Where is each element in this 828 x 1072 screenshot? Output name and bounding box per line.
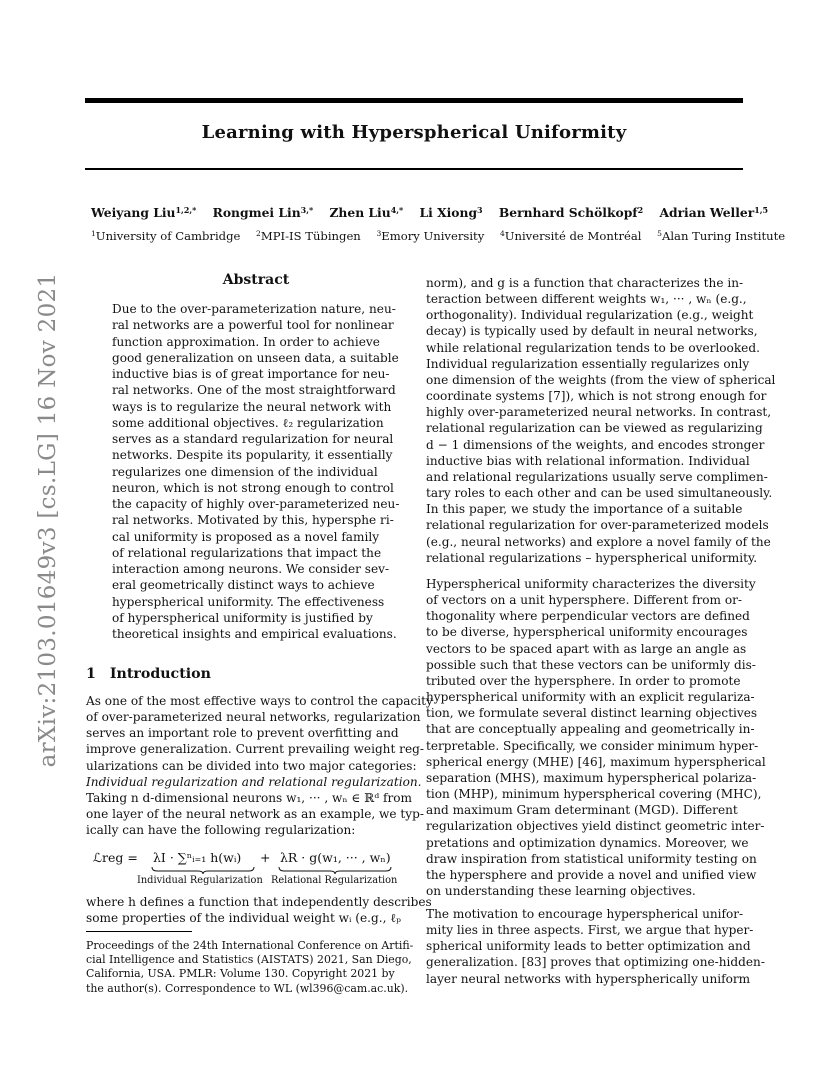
text-line: possible such that these vectors can be uniformly dis- [426,657,756,672]
text-line: inductive bias is of great importance for neu- [112,367,390,381]
text-line: interaction among neurons. We consider sev- [112,562,390,576]
underbrace-individual [151,866,255,875]
text-line: the capacity of highly over-parameterized neu- [112,497,400,511]
text-line: relational regularization for over-parameterized models [426,518,769,533]
author-name: Weiyang Liu$^{1,2,*}$ [91,205,197,220]
text-line: vectors to be spaced apart with as large an angle as [426,641,747,656]
text-line: the hypersphere and provide a novel and unified view [426,867,757,882]
text-line: tary roles to each other and can be used simultaneously. [426,486,773,501]
text-line: pretations and optimization dynamics. Moreover, we [426,835,749,850]
text-line: that are conceptually appealing and geometrically in- [426,722,755,737]
text-line: Proceedings of the 24th International Conference on Artifi- [86,939,414,952]
text-line: ways is to regularize the neural network with [112,399,392,414]
text-line: spherical energy (MHE) [46], maximum hyperspherical [426,754,766,769]
text-line: relational regularizations – hyperspherical uniformity. [426,550,758,565]
text-line: d − 1 dimensions of the weights, and encodes stronger [426,437,765,452]
title-top-rule [85,98,743,103]
text-line: and relational regularizations usually serve complimen- [426,469,768,484]
text-line: highly over-parameterized neural networks. In contrast, [426,405,772,420]
text-line: generalization. [83] proves that optimizing one-hidden- [426,955,765,970]
text-line: cal uniformity is proposed as a novel family [112,529,380,544]
text-line: tion, we formulate several distinct learning objectives [426,706,758,721]
equation-caption-relational: Relational Regularization [271,875,398,886]
text-line: where h defines a function that independently describes [86,895,432,909]
affiliation: $^2$MPI-IS Tübingen [256,229,361,243]
text-line: norm), and g is a function that characterizes the in- [426,276,744,290]
affiliation: $^4$Université de Montréal [499,229,642,243]
text-line: theoretical insights and empirical evaluations. [112,627,397,641]
text-line: networks. Despite its popularity, it essentially [112,448,393,463]
text-line: thogonality where perpendicular vectors are defined [426,609,750,624]
right-paragraph-1 [426,275,776,566]
text-line: ral networks are a powerful tool for nonlinear [112,318,394,333]
text-line: Taking n d-dimensional neurons w₁, ··· , wₙ ∈ ℝᵈ from [86,790,413,805]
author-name: Adrian Weller$^{1,5}$ [659,205,769,220]
author-name: Li Xiong$^3$ [419,205,483,220]
text-line: ularizations can be divided into two major categories: [86,758,417,773]
regularization-equation [93,848,403,892]
title-bottom-rule [85,168,743,170]
text-line: ral networks. Motivated by this, hypersphe ri- [112,513,394,528]
text-line: of relational regularizations that impact the [112,545,382,560]
affiliation-list [85,229,786,243]
text-line: Hyperspherical uniformity characterizes the diversity [426,577,756,591]
text-line: relational regularization can be viewed as regularizing [426,421,763,436]
equation-relational-term: λR · g(w₁, ··· , wₙ) [280,850,391,865]
text-line: The motivation to encourage hyperspherical unifor- [426,907,744,921]
text-line: Due to the over-parameterization nature, neu- [112,302,396,316]
text-line: hyperspherical uniformity with an explicit regulariza- [426,690,755,705]
text-line: (e.g., neural networks) and explore a novel family of the [426,534,771,549]
text-line: decay) is typically used by default in neural networks, [426,324,758,339]
equation-plus: + [260,850,271,865]
underbrace-relational [278,866,392,875]
text-line: separation (MHS), maximum hyperspherical polariza- [426,770,757,785]
text-line: to be diverse, hyperspherical uniformity encourages [426,625,748,640]
text-line: ically can have the following regularization: [86,823,356,838]
text-line: regularization objectives yield distinct geometric inter- [426,819,765,834]
text-line: teraction between different weights w₁, ··· , wₙ (e.g., [426,292,747,307]
section-number: 1 [86,666,96,682]
text-line: coordinate systems [7]), which is not strong enough for [426,389,767,404]
text-line: serves an important role to prevent overfitting and [86,726,399,741]
text-line: spherical uniformity leads to better optimization and [426,939,751,954]
arxiv-stamp: arXiv:2103.01649v3 [cs.LG] 16 Nov 2021 [35,272,61,768]
affiliation: $^3$Emory University [376,229,485,243]
equation-individual-term: λI · ∑ⁿᵢ₌₁ h(wᵢ) [153,850,242,865]
text-line: one layer of the neural network as an example, we typ- [86,807,424,822]
intro-paragraph [86,693,433,838]
text-line: Individual regularization essentially regularizes only [426,356,750,371]
text-line: inductive bias with relational information. Individual [426,453,750,468]
text-line: As one of the most effective ways to control the capacity [86,694,433,708]
intro-paragraph-cont [86,894,432,926]
affiliation: $^1$University of Cambridge [91,229,241,243]
right-paragraph-3 [426,906,765,987]
text-line: hyperspherical uniformity. The effectiveness [112,594,385,609]
author-list [85,205,769,220]
text-line: serves as a standard regularization for neural [112,432,394,446]
text-line: one dimension of the weights (from the view of spherical [426,372,776,387]
text-line: orthogonality). Individual regularization (e.g., weight [426,308,754,323]
text-line: tributed over the hypersphere. In order to promote [426,673,741,688]
text-line: draw inspiration from statistical uniformity testing on [426,851,757,866]
text-line: cial Intelligence and Statistics (AISTATS) 2021, San Diego, [86,953,412,967]
text-line: of over-parameterized neural networks, regularization [86,710,421,725]
text-line: some properties of the individual weight wᵢ (e.g., ℓₚ [86,911,401,926]
text-line: eral geometrically distinct ways to achieve [112,578,375,593]
equation-caption-individual: Individual Regularization [137,875,263,886]
text-line: mity lies in three aspects. First, we argue that hyper- [426,923,754,938]
text-line: improve generalization. Current prevailing weight reg- [86,742,424,757]
text-line: on understanding these learning objectives. [426,883,696,898]
text-line: California, USA. PMLR: Volume 130. Copyright 2021 by [86,967,395,981]
text-line: layer neural networks with hyperspherically uniform [426,971,751,986]
text-line: of vectors on a unit hypersphere. Different from or- [426,593,743,608]
section-title: Introduction [109,666,211,682]
text-line: ral networks. One of the most straightforward [112,383,396,398]
text-line: function approximation. In order to achieve [112,334,380,349]
right-paragraph-2 [426,576,766,899]
section-heading [86,666,211,682]
footnote-rule [86,931,192,932]
author-name: Bernhard Schölkopf$^2$ [498,205,644,220]
author-name: Zhen Liu$^{4,*}$ [329,205,404,220]
text-line: some additional objectives. ℓ₂ regularization [112,415,384,430]
abstract-body [112,301,400,642]
text-line: terpretable. Specifically, we consider minimum hyper- [426,738,759,753]
text-line: Individual regularization and relational regularization. [86,774,422,789]
text-line: while relational regularization tends to be overlooked. [426,340,760,355]
author-name: Rongmei Lin$^{3,*}$ [212,205,314,220]
footnote [86,939,414,996]
text-line: good generalization on unseen data, a suitable [112,350,399,365]
text-line: regularizes one dimension of the individual [112,464,378,479]
text-line: the author(s). Correspondence to WL (wl396@cam.ac.uk). [86,981,409,995]
text-line: tion (MHP), minimum hyperspherical covering (MHC), [426,787,762,802]
abstract-heading: Abstract [222,272,290,288]
paper-title: Learning with Hyperspherical Uniformity [201,122,627,143]
text-line: neuron, which is not strong enough to control [112,480,394,495]
text-line: In this paper, we study the importance of a suitable [426,502,743,517]
text-line: and maximum Gram determinant (MGD). Different [426,803,738,818]
affiliation: $^5$Alan Turing Institute [657,229,786,243]
equation-lhs: ℒreg = [93,850,138,865]
text-line: of hyperspherical uniformity is justified by [112,610,373,625]
